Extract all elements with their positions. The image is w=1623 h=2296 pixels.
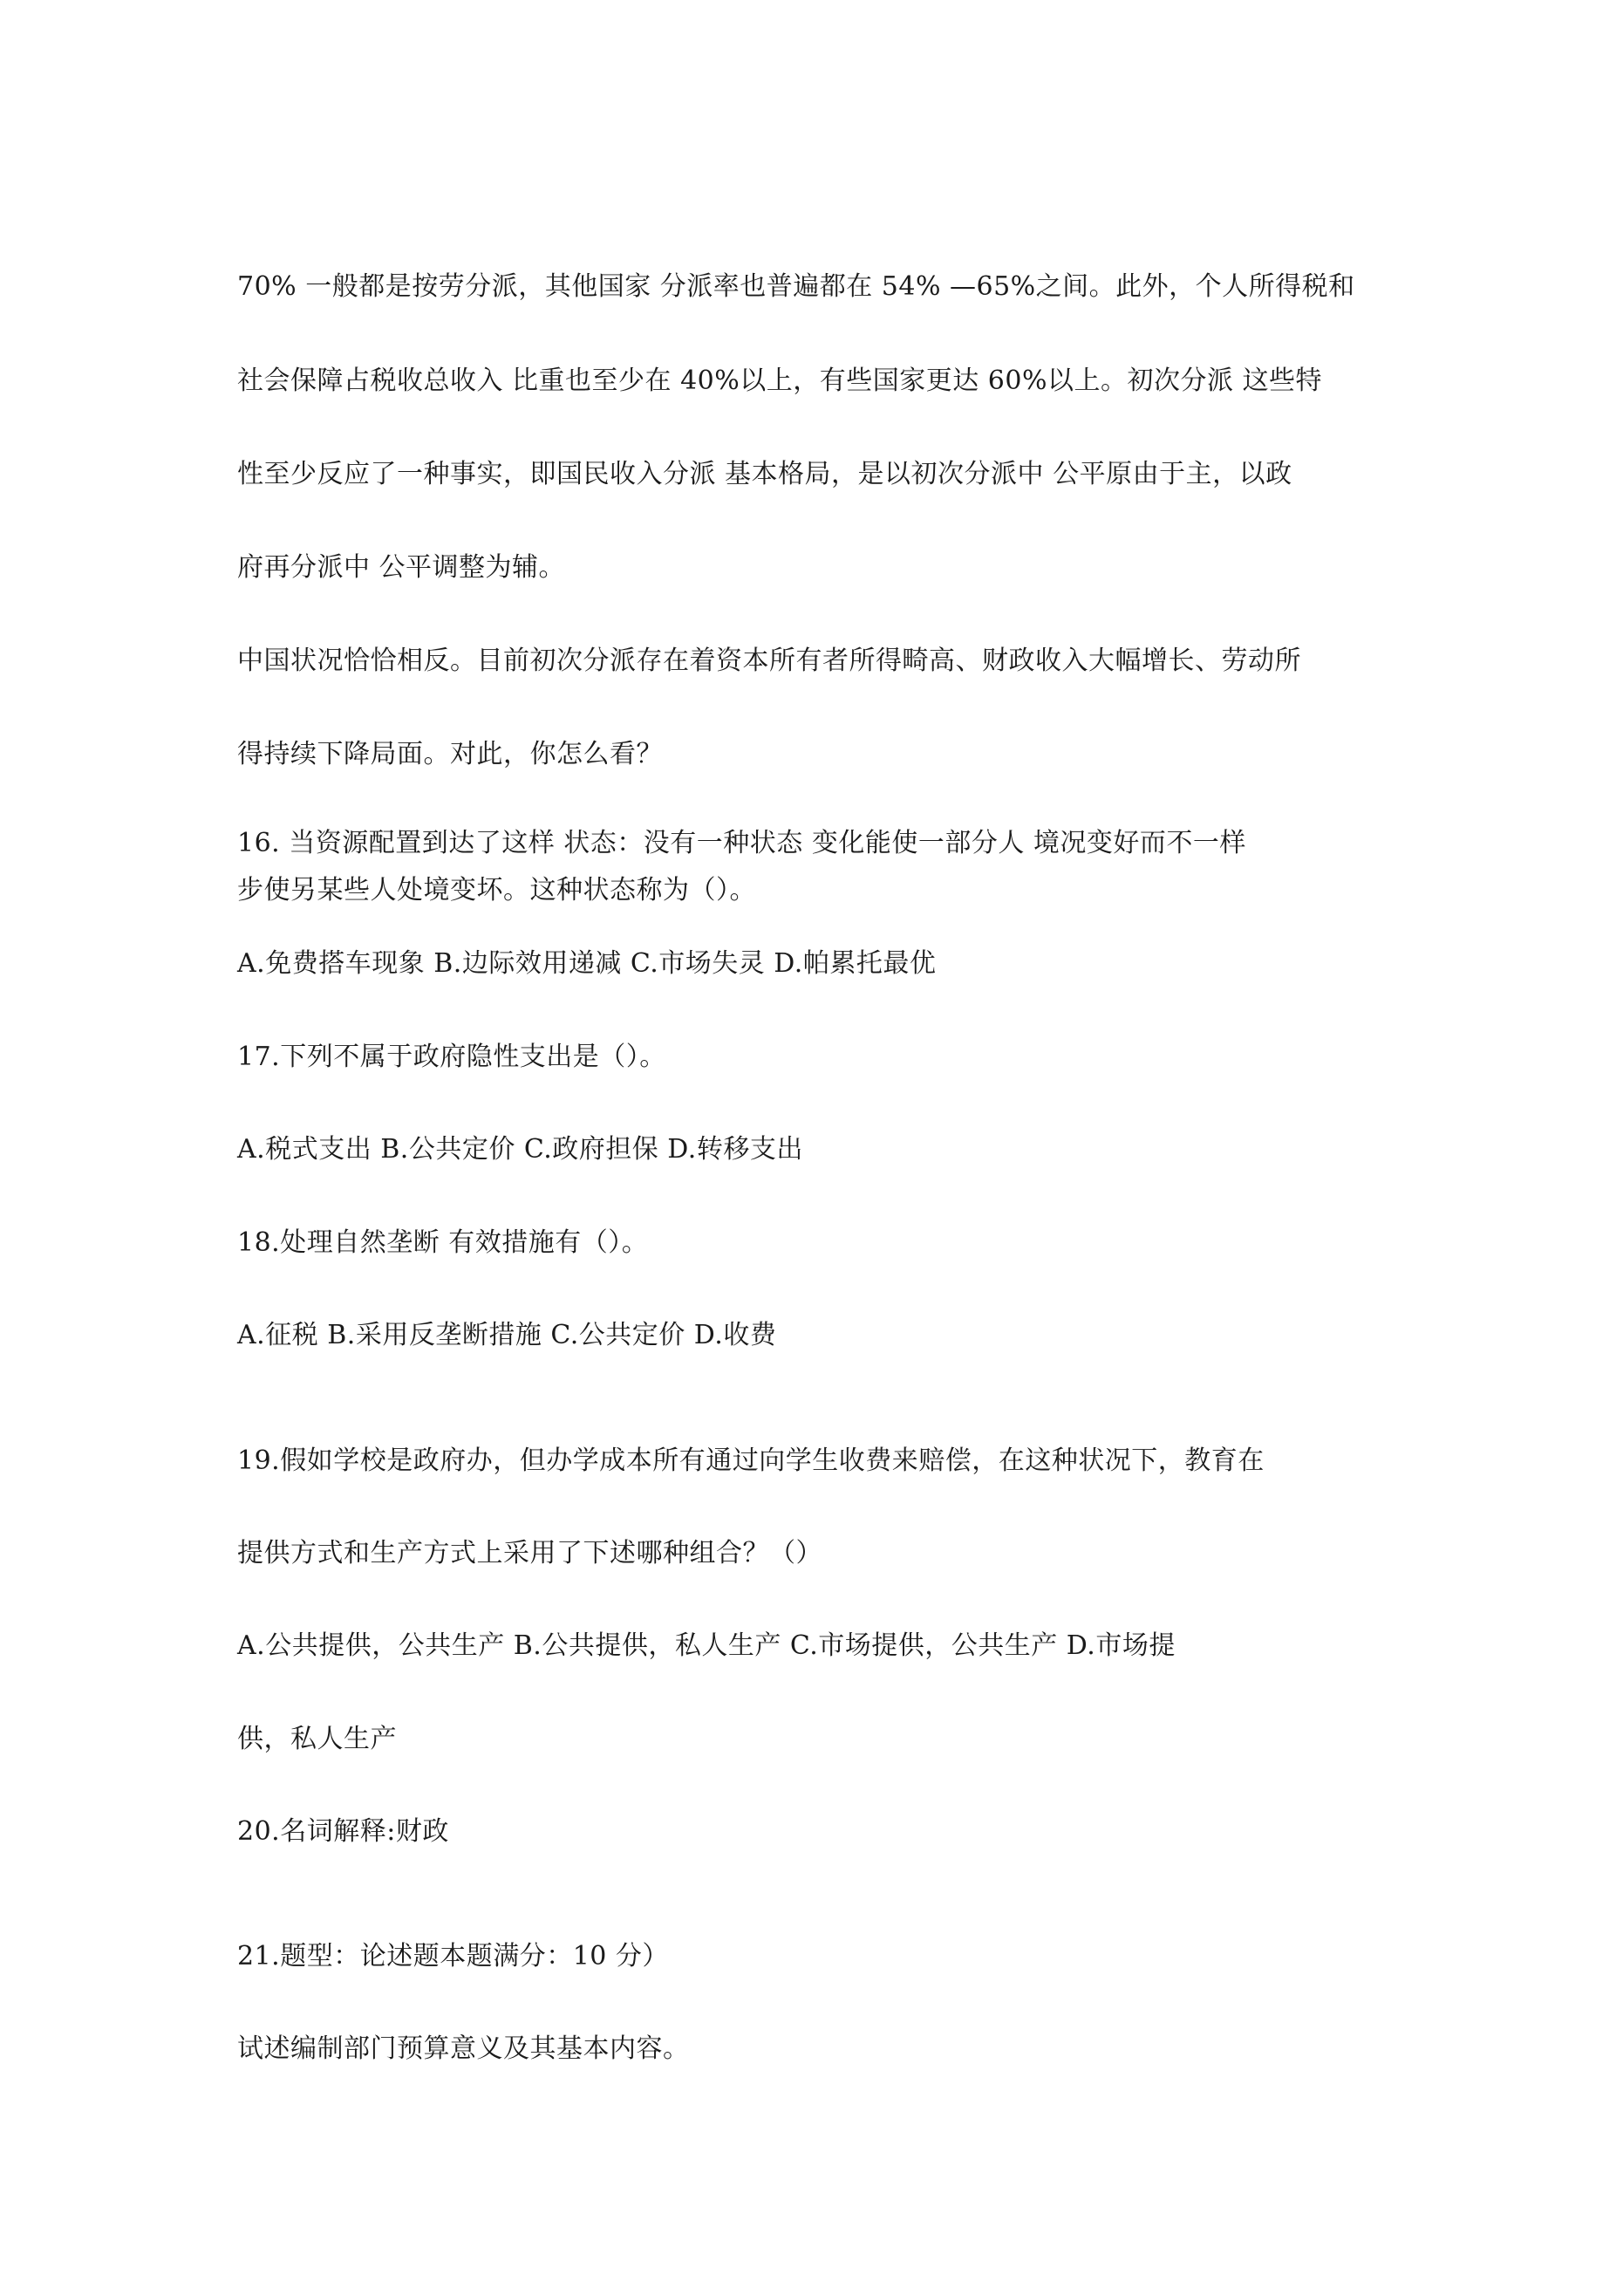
question-19-text: 提供方式和生产方式上采用了下述哪种组合？（） <box>237 1538 822 1568</box>
paragraph-line: 性至少反应了一种事实，即国民收入分派 基本格局，是以初次分派中 公平原由于主，以政 <box>237 459 1292 489</box>
question-17-text: 17.下列不属于政府隐性支出是（）。 <box>237 1042 666 1072</box>
paragraph-line: 得持续下降局面。对此，你怎么看？ <box>237 739 663 769</box>
question-20-text: 20.名词解释:财政 <box>237 1816 449 1847</box>
question-16-text: 步使另某些人处境变坏。这种状态称为（）。 <box>237 875 756 905</box>
paragraph-line: 70% 一般都是按劳分派，其他国家 分派率也普遍都在 54% —65%之间。此外，个人所得税和 <box>237 271 1355 302</box>
question-19-options: 供，私人生产 <box>237 1724 397 1754</box>
question-17-options: A.税式支出 B.公共定价 C.政府担保 D.转移支出 <box>237 1134 803 1165</box>
paragraph-line: 中国状况恰恰相反。目前初次分派存在着资本所有者所得畸高、财政收入大幅增长、劳动所 <box>237 646 1301 676</box>
question-18-options: A.征税 B.采用反垄断措施 C.公共定价 D.收费 <box>237 1320 777 1350</box>
paragraph-line: 府再分派中 公平调整为辅。 <box>237 552 566 583</box>
question-19-options: A.公共提供，公共生产 B.公共提供，私人生产 C.市场提供，公共生产 D.市场提 <box>237 1630 1176 1661</box>
question-21-text: 21.题型：论述题本题满分：10 分） <box>237 1941 669 1971</box>
paragraph-line: 社会保障占税收总收入 比重也至少在 40%以上，有些国家更达 60%以上。初次分派 这些特 <box>237 366 1323 396</box>
question-18-text: 18.处理自然垄断 有效措施有（）。 <box>237 1227 649 1258</box>
question-21-prompt: 试述编制部门预算意义及其基本内容。 <box>237 2033 690 2064</box>
question-16-text: 16. 当资源配置到达了这样 状态：没有一种状态 变化能使一部分人 境况变好而不一样 <box>237 828 1246 858</box>
question-19-text: 19.假如学校是政府办，但办学成本所有通过向学生收费来赔偿，在这种状况下，教育在 <box>237 1445 1265 1476</box>
question-16-options: A.免费搭车现象 B.边际效用递减 C.市场失灵 D.帕累托最优 <box>237 948 937 979</box>
